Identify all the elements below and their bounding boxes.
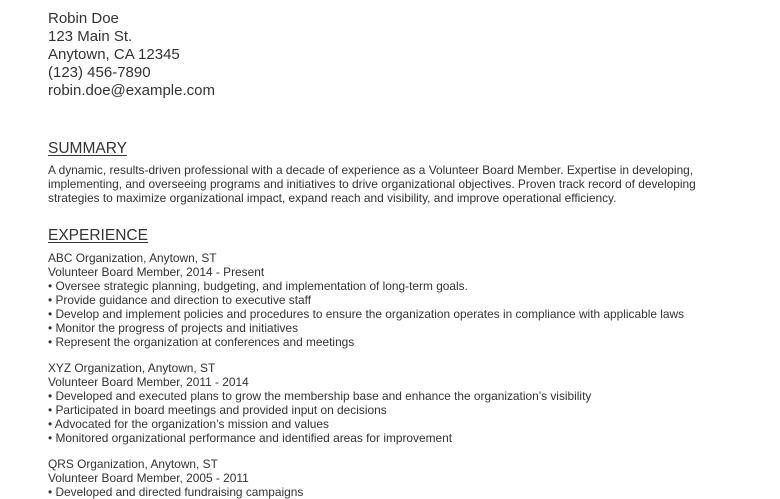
job-bullet: • Monitored organizational performance and identified areas for improvement <box>48 431 453 445</box>
job-bullet: • Develop and implement policies and procedures to ensure the organization operates in compliance with applicable laws <box>48 307 685 321</box>
job-organization: ABC Organization, Anytown, ST <box>48 251 217 265</box>
job-bullet: • Represent the organization at conferences and meetings <box>48 335 355 349</box>
job-bullet: • Oversee strategic planning, budgeting, and implementation of long-term goals. <box>48 279 468 293</box>
contact-city: Anytown, CA 12345 <box>48 46 180 63</box>
job-bullet: • Monitor the progress of projects and initiatives <box>48 321 299 335</box>
job-bullet: • Developed and executed plans to grow the membership base and enhance the organization’s visibility <box>48 389 592 403</box>
job-organization: XYZ Organization, Anytown, ST <box>48 361 216 375</box>
job-bullet: • Participated in board meetings and provided input on decisions <box>48 403 387 417</box>
job-entry <box>48 361 718 445</box>
contact-block <box>48 10 718 100</box>
experience-heading: EXPERIENCE <box>48 227 148 244</box>
job-entry <box>48 251 718 349</box>
job-bullet: • Developed and directed fundraising campaigns <box>48 485 304 499</box>
contact-name: Robin Doe <box>48 10 119 27</box>
contact-email: robin.doe@example.com <box>48 82 215 99</box>
contact-phone: (123) 456-7890 <box>48 64 151 81</box>
summary-text: A dynamic, results-driven professional with a decade of experience as a Volunteer Board Member. Expertise in developing, implementing, and overseeing programs and initiatives to drive organizational objectives. Proven track record of developing strategies to maximize organizational impact, expand reach and visibility, and improve operational efficiency. <box>48 163 696 205</box>
job-organization: QRS Organization, Anytown, ST <box>48 457 218 471</box>
job-bullet: • Provide guidance and direction to executive staff <box>48 293 312 307</box>
job-role: Volunteer Board Member, 2011 - 2014 <box>48 375 249 389</box>
resume-page <box>48 10 718 499</box>
job-bullet: • Advocated for the organization’s mission and values <box>48 417 329 431</box>
contact-street: 123 Main St. <box>48 28 133 45</box>
job-role: Volunteer Board Member, 2014 - Present <box>48 265 265 279</box>
job-role: Volunteer Board Member, 2005 - 2011 <box>48 471 249 485</box>
summary-heading: SUMMARY <box>48 140 127 157</box>
